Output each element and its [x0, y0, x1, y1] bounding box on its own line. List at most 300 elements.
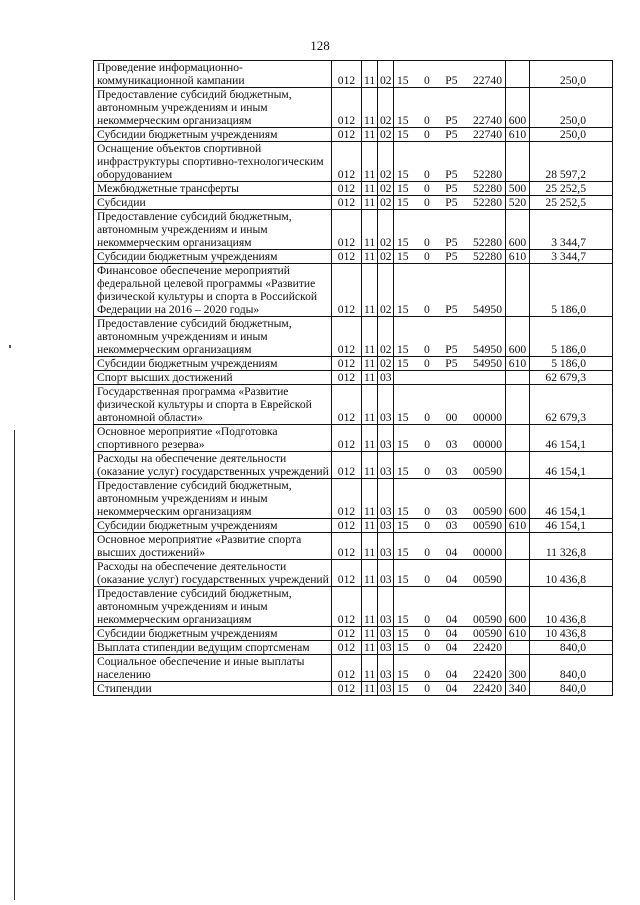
row-gr-code: 012 — [332, 250, 362, 264]
row-sum: 250,0 — [530, 61, 613, 88]
csr-code-part: 15 — [397, 546, 409, 559]
table-row — [94, 196, 613, 210]
csr-code-part: 00590 — [473, 627, 502, 640]
row-sum: 5 186,0 — [530, 264, 613, 317]
table-row — [94, 210, 613, 250]
row-pr-code: 02 — [378, 61, 394, 88]
csr-code-part: 22420 — [473, 682, 502, 695]
row-pr-code: 03 — [378, 560, 394, 587]
row-csr-code — [394, 264, 506, 317]
csr-code-part: 03 — [445, 438, 458, 451]
csr-code-part: 15 — [397, 114, 409, 127]
csr-code-parts — [396, 641, 503, 654]
table-row — [94, 587, 613, 627]
row-sum: 46 154,1 — [530, 479, 613, 519]
row-rz-code: 11 — [362, 479, 378, 519]
row-sum: 5 186,0 — [530, 317, 613, 357]
row-rz-code: 11 — [362, 385, 378, 425]
row-sum: 250,0 — [530, 88, 613, 128]
csr-code-part: P5 — [445, 343, 458, 356]
row-rz-code: 11 — [362, 627, 378, 641]
csr-code-part: 15 — [397, 343, 409, 356]
csr-code-part: 15 — [397, 411, 409, 424]
row-name: Выплата стипендии ведущим спортсменам — [94, 641, 332, 655]
row-sum: 62 679,3 — [530, 371, 613, 385]
row-pr-code: 02 — [378, 142, 394, 182]
csr-code-part: P5 — [445, 357, 458, 370]
row-pr-code: 03 — [378, 519, 394, 533]
row-sum: 10 436,8 — [530, 587, 613, 627]
row-vr-code: 610 — [506, 250, 530, 264]
table-row — [94, 385, 613, 425]
row-gr-code: 012 — [332, 425, 362, 452]
csr-code-part: 15 — [397, 519, 409, 532]
row-vr-code — [506, 142, 530, 182]
row-gr-code: 012 — [332, 587, 362, 627]
csr-code-part: 54950 — [473, 303, 502, 316]
csr-code-part: 0 — [424, 668, 431, 681]
row-pr-code: 03 — [378, 533, 394, 560]
row-sum: 25 252,5 — [530, 182, 613, 196]
row-name: Субсидии бюджетным учреждениям — [94, 250, 332, 264]
csr-code-parts — [396, 505, 503, 518]
csr-code-part: 00590 — [473, 613, 502, 626]
row-name: Субсидии бюджетным учреждениям — [94, 128, 332, 142]
row-name: Оснащение объектов спортивной инфраструктуры спортивно-технологическим оборудованием — [94, 142, 332, 182]
row-csr-code — [394, 142, 506, 182]
row-name: Предоставление субсидий бюджетным, автономным учреждениям и иным некоммерческим организациям — [94, 479, 332, 519]
row-pr-code: 03 — [378, 655, 394, 682]
table-row — [94, 641, 613, 655]
csr-code-part: 00590 — [473, 505, 502, 518]
csr-code-part: 0 — [424, 641, 431, 654]
csr-code-part: 04 — [445, 627, 458, 640]
row-gr-code: 012 — [332, 519, 362, 533]
row-name: Предоставление субсидий бюджетным, автономным учреждениям и иным некоммерческим организациям — [94, 210, 332, 250]
row-sum: 46 154,1 — [530, 452, 613, 479]
csr-code-part: 0 — [424, 236, 430, 249]
row-rz-code: 11 — [362, 371, 378, 385]
csr-code-part: 52280 — [473, 168, 502, 181]
row-rz-code: 11 — [362, 61, 378, 88]
row-vr-code: 300 — [506, 655, 530, 682]
csr-code-part: P5 — [445, 114, 458, 127]
row-vr-code — [506, 641, 530, 655]
row-gr-code: 012 — [332, 371, 362, 385]
csr-code-part: 04 — [445, 613, 458, 626]
csr-code-part: 0 — [424, 519, 431, 532]
csr-code-part: 15 — [397, 668, 409, 681]
row-pr-code: 02 — [378, 88, 394, 128]
row-sum: 46 154,1 — [530, 425, 613, 452]
row-pr-code: 02 — [378, 264, 394, 317]
csr-code-part: 00000 — [473, 438, 502, 451]
row-csr-code — [394, 479, 506, 519]
row-sum: 25 252,5 — [530, 196, 613, 210]
csr-code-parts — [396, 236, 503, 249]
csr-code-part: 04 — [445, 668, 458, 681]
csr-code-part: 04 — [445, 641, 458, 654]
table-row — [94, 88, 613, 128]
csr-code-part: 15 — [397, 168, 409, 181]
row-rz-code: 11 — [362, 587, 378, 627]
csr-code-part: 54950 — [473, 357, 502, 370]
csr-code-part: 00 — [445, 411, 458, 424]
csr-code-parts — [396, 128, 503, 141]
csr-code-parts — [396, 519, 503, 532]
row-gr-code: 012 — [332, 682, 362, 696]
row-pr-code: 03 — [378, 587, 394, 627]
table-row — [94, 61, 613, 88]
row-csr-code — [394, 682, 506, 696]
table-row — [94, 371, 613, 385]
csr-code-parts — [396, 627, 503, 640]
csr-code-part: 0 — [424, 343, 430, 356]
row-rz-code: 11 — [362, 560, 378, 587]
table-row — [94, 452, 613, 479]
csr-code-part: 03 — [445, 519, 458, 532]
row-vr-code — [506, 264, 530, 317]
row-gr-code: 012 — [332, 264, 362, 317]
row-pr-code: 03 — [378, 385, 394, 425]
csr-code-part: 22740 — [473, 74, 502, 87]
row-csr-code — [394, 560, 506, 587]
row-name: Проведение информационно-коммуникационной кампании — [94, 61, 332, 88]
csr-code-parts — [396, 182, 503, 195]
row-csr-code — [394, 196, 506, 210]
csr-code-parts — [396, 168, 503, 181]
csr-code-part: 0 — [424, 438, 431, 451]
table-row — [94, 425, 613, 452]
csr-code-parts — [396, 668, 503, 681]
table-row — [94, 682, 613, 696]
row-vr-code: 600 — [506, 88, 530, 128]
row-rz-code: 11 — [362, 128, 378, 142]
row-csr-code — [394, 587, 506, 627]
row-csr-code — [394, 452, 506, 479]
row-name: Субсидии бюджетным учреждениям — [94, 357, 332, 371]
table-row — [94, 519, 613, 533]
scan-edge-line — [14, 430, 15, 900]
row-rz-code: 11 — [362, 682, 378, 696]
csr-code-part: 15 — [397, 682, 409, 695]
row-csr-code — [394, 210, 506, 250]
table-row — [94, 627, 613, 641]
row-name: Предоставление субсидий бюджетным, автономным учреждениям и иным некоммерческим организациям — [94, 88, 332, 128]
row-vr-code — [506, 533, 530, 560]
csr-code-part: 15 — [397, 573, 409, 586]
row-vr-code — [506, 452, 530, 479]
csr-code-part: 04 — [445, 573, 458, 586]
scan-mark — [9, 345, 11, 348]
csr-code-part: 22740 — [473, 128, 502, 141]
row-name: Финансовое обеспечение мероприятий федеральной целевой программы «Развитие физической культуры и спорта в Российской Федерации на 2016 – 2020 годы» — [94, 264, 332, 317]
page-number: 128 — [310, 38, 330, 53]
row-sum: 250,0 — [530, 128, 613, 142]
row-name: Стипендии — [94, 682, 332, 696]
row-vr-code: 520 — [506, 196, 530, 210]
row-sum: 840,0 — [530, 641, 613, 655]
row-sum: 840,0 — [530, 682, 613, 696]
row-rz-code: 11 — [362, 250, 378, 264]
csr-code-parts — [396, 343, 503, 356]
row-vr-code: 600 — [506, 210, 530, 250]
table-row — [94, 264, 613, 317]
csr-code-part: 0 — [424, 303, 430, 316]
csr-code-parts — [396, 613, 503, 626]
csr-code-part: 0 — [424, 196, 430, 209]
row-rz-code: 11 — [362, 452, 378, 479]
row-rz-code: 11 — [362, 533, 378, 560]
csr-code-part: 15 — [397, 627, 409, 640]
row-name: Предоставление субсидий бюджетным, автономным учреждениям и иным некоммерческим организациям — [94, 317, 332, 357]
csr-code-part: 15 — [397, 465, 409, 478]
csr-code-part: P5 — [445, 74, 458, 87]
csr-code-part: 0 — [424, 573, 431, 586]
table-row — [94, 533, 613, 560]
csr-code-part: 15 — [397, 303, 409, 316]
table-row — [94, 317, 613, 357]
row-gr-code: 012 — [332, 142, 362, 182]
row-csr-code — [394, 182, 506, 196]
csr-code-part: P5 — [445, 196, 458, 209]
row-vr-code: 610 — [506, 128, 530, 142]
csr-code-parts — [396, 573, 503, 586]
row-gr-code: 012 — [332, 128, 362, 142]
table-row — [94, 250, 613, 264]
row-csr-code — [394, 533, 506, 560]
row-name: Субсидии — [94, 196, 332, 210]
row-name: Расходы на обеспечение деятельности (оказание услуг) государственных учреждений — [94, 560, 332, 587]
row-sum: 28 597,2 — [530, 142, 613, 182]
row-csr-code — [394, 655, 506, 682]
csr-code-part: 15 — [397, 250, 409, 263]
row-rz-code: 11 — [362, 142, 378, 182]
row-name: Субсидии бюджетным учреждениям — [94, 627, 332, 641]
row-gr-code: 012 — [332, 196, 362, 210]
row-name: Основное мероприятие «Развитие спорта высших достижений» — [94, 533, 332, 560]
row-gr-code: 012 — [332, 479, 362, 519]
csr-code-part: 00590 — [473, 573, 502, 586]
budget-table — [93, 60, 613, 696]
row-pr-code: 02 — [378, 182, 394, 196]
row-csr-code — [394, 317, 506, 357]
row-rz-code: 11 — [362, 655, 378, 682]
row-csr-code — [394, 425, 506, 452]
row-vr-code — [506, 385, 530, 425]
table-row — [94, 560, 613, 587]
row-rz-code: 11 — [362, 182, 378, 196]
csr-code-part: 0 — [424, 128, 430, 141]
row-pr-code: 02 — [378, 317, 394, 357]
row-pr-code: 03 — [378, 425, 394, 452]
csr-code-part: 0 — [424, 74, 430, 87]
row-sum: 10 436,8 — [530, 560, 613, 587]
row-vr-code: 500 — [506, 182, 530, 196]
row-rz-code: 11 — [362, 519, 378, 533]
row-name: Предоставление субсидий бюджетным, автономным учреждениям и иным некоммерческим организациям — [94, 587, 332, 627]
row-gr-code: 012 — [332, 533, 362, 560]
row-gr-code: 012 — [332, 88, 362, 128]
row-vr-code — [506, 371, 530, 385]
row-pr-code: 02 — [378, 210, 394, 250]
row-vr-code: 600 — [506, 479, 530, 519]
row-gr-code: 012 — [332, 452, 362, 479]
csr-code-parts — [396, 411, 503, 424]
row-pr-code: 03 — [378, 479, 394, 519]
row-rz-code: 11 — [362, 196, 378, 210]
row-vr-code: 340 — [506, 682, 530, 696]
row-pr-code: 03 — [378, 371, 394, 385]
row-rz-code: 11 — [362, 425, 378, 452]
row-csr-code — [394, 371, 506, 385]
row-gr-code: 012 — [332, 182, 362, 196]
csr-code-parts — [396, 74, 503, 87]
row-name: Государственная программа «Развитие физической культуры и спорта в Еврейской автономной области» — [94, 385, 332, 425]
csr-code-part: 15 — [397, 438, 409, 451]
csr-code-part: 0 — [424, 546, 431, 559]
csr-code-parts — [396, 357, 503, 370]
row-gr-code: 012 — [332, 357, 362, 371]
row-vr-code: 600 — [506, 587, 530, 627]
csr-code-part: 0 — [424, 465, 431, 478]
csr-code-part: P5 — [445, 182, 458, 195]
row-gr-code: 012 — [332, 385, 362, 425]
csr-code-part: 0 — [424, 411, 431, 424]
row-gr-code: 012 — [332, 560, 362, 587]
row-rz-code: 11 — [362, 641, 378, 655]
csr-code-part: 22740 — [473, 114, 502, 127]
row-csr-code — [394, 627, 506, 641]
row-gr-code: 012 — [332, 61, 362, 88]
csr-code-part: 0 — [424, 168, 430, 181]
csr-code-part: 00000 — [473, 546, 502, 559]
row-pr-code: 02 — [378, 196, 394, 210]
csr-code-part: 15 — [397, 236, 409, 249]
csr-code-part: 0 — [424, 613, 431, 626]
row-sum: 11 326,8 — [530, 533, 613, 560]
csr-code-part: P5 — [445, 168, 458, 181]
csr-code-part: 0 — [424, 114, 430, 127]
csr-code-parts — [396, 465, 503, 478]
csr-code-part: 15 — [397, 196, 409, 209]
csr-code-part: 0 — [424, 505, 431, 518]
csr-code-part: 0 — [424, 682, 431, 695]
row-rz-code: 11 — [362, 88, 378, 128]
csr-code-part: 54950 — [473, 343, 502, 356]
csr-code-parts — [396, 438, 503, 451]
csr-code-part: 52280 — [473, 250, 502, 263]
row-csr-code — [394, 385, 506, 425]
row-sum: 5 186,0 — [530, 357, 613, 371]
row-csr-code — [394, 519, 506, 533]
csr-code-part: 15 — [397, 357, 409, 370]
csr-code-part: P5 — [445, 128, 458, 141]
csr-code-part: 03 — [445, 505, 458, 518]
row-rz-code: 11 — [362, 357, 378, 371]
csr-code-part: 52280 — [473, 236, 502, 249]
row-sum: 62 679,3 — [530, 385, 613, 425]
row-sum: 46 154,1 — [530, 519, 613, 533]
csr-code-parts — [396, 250, 503, 263]
row-gr-code: 012 — [332, 655, 362, 682]
csr-code-part: 52280 — [473, 182, 502, 195]
row-name: Спорт высших достижений — [94, 371, 332, 385]
table-row — [94, 128, 613, 142]
table-row — [94, 142, 613, 182]
row-name: Расходы на обеспечение деятельности (оказание услуг) государственных учреждений — [94, 452, 332, 479]
row-csr-code — [394, 128, 506, 142]
row-vr-code: 610 — [506, 519, 530, 533]
csr-code-part: 04 — [445, 546, 458, 559]
csr-code-part: 15 — [397, 182, 409, 195]
row-vr-code: 610 — [506, 357, 530, 371]
csr-code-part: 15 — [397, 74, 409, 87]
csr-code-parts — [396, 546, 503, 559]
table-row — [94, 357, 613, 371]
row-csr-code — [394, 61, 506, 88]
csr-code-part: 15 — [397, 505, 409, 518]
row-name: Субсидии бюджетным учреждениям — [94, 519, 332, 533]
row-gr-code: 012 — [332, 641, 362, 655]
row-sum: 3 344,7 — [530, 250, 613, 264]
row-pr-code: 02 — [378, 250, 394, 264]
csr-code-part: 0 — [424, 250, 430, 263]
csr-code-part: 0 — [424, 182, 430, 195]
csr-code-part: 22420 — [473, 641, 502, 654]
csr-code-parts — [396, 114, 503, 127]
csr-code-part: 15 — [397, 613, 409, 626]
row-sum: 10 436,8 — [530, 627, 613, 641]
row-vr-code: 610 — [506, 627, 530, 641]
table-row — [94, 479, 613, 519]
row-sum: 3 344,7 — [530, 210, 613, 250]
row-csr-code — [394, 88, 506, 128]
csr-code-part: 04 — [445, 682, 458, 695]
row-pr-code: 03 — [378, 641, 394, 655]
csr-code-part: 22420 — [473, 668, 502, 681]
row-pr-code: 03 — [378, 682, 394, 696]
csr-code-part: 03 — [445, 465, 458, 478]
row-name: Социальное обеспечение и иные выплаты населению — [94, 655, 332, 682]
row-vr-code: 600 — [506, 317, 530, 357]
table-row — [94, 182, 613, 196]
row-gr-code: 012 — [332, 317, 362, 357]
row-vr-code — [506, 61, 530, 88]
csr-code-part: 00590 — [473, 519, 502, 532]
csr-code-part: 0 — [424, 357, 430, 370]
row-pr-code: 02 — [378, 357, 394, 371]
row-vr-code — [506, 425, 530, 452]
csr-code-parts — [396, 196, 503, 209]
csr-code-part: 52280 — [473, 196, 502, 209]
row-rz-code: 11 — [362, 317, 378, 357]
row-vr-code — [506, 560, 530, 587]
row-pr-code: 03 — [378, 452, 394, 479]
row-csr-code — [394, 250, 506, 264]
row-pr-code: 03 — [378, 627, 394, 641]
csr-code-part: 00590 — [473, 465, 502, 478]
csr-code-part: P5 — [445, 236, 458, 249]
row-csr-code — [394, 641, 506, 655]
row-pr-code: 02 — [378, 128, 394, 142]
row-name: Межбюджетные трансферты — [94, 182, 332, 196]
csr-code-part: 0 — [424, 627, 431, 640]
csr-code-part: 15 — [397, 128, 409, 141]
csr-code-part: 15 — [397, 641, 409, 654]
row-gr-code: 012 — [332, 627, 362, 641]
csr-code-part: P5 — [445, 250, 458, 263]
